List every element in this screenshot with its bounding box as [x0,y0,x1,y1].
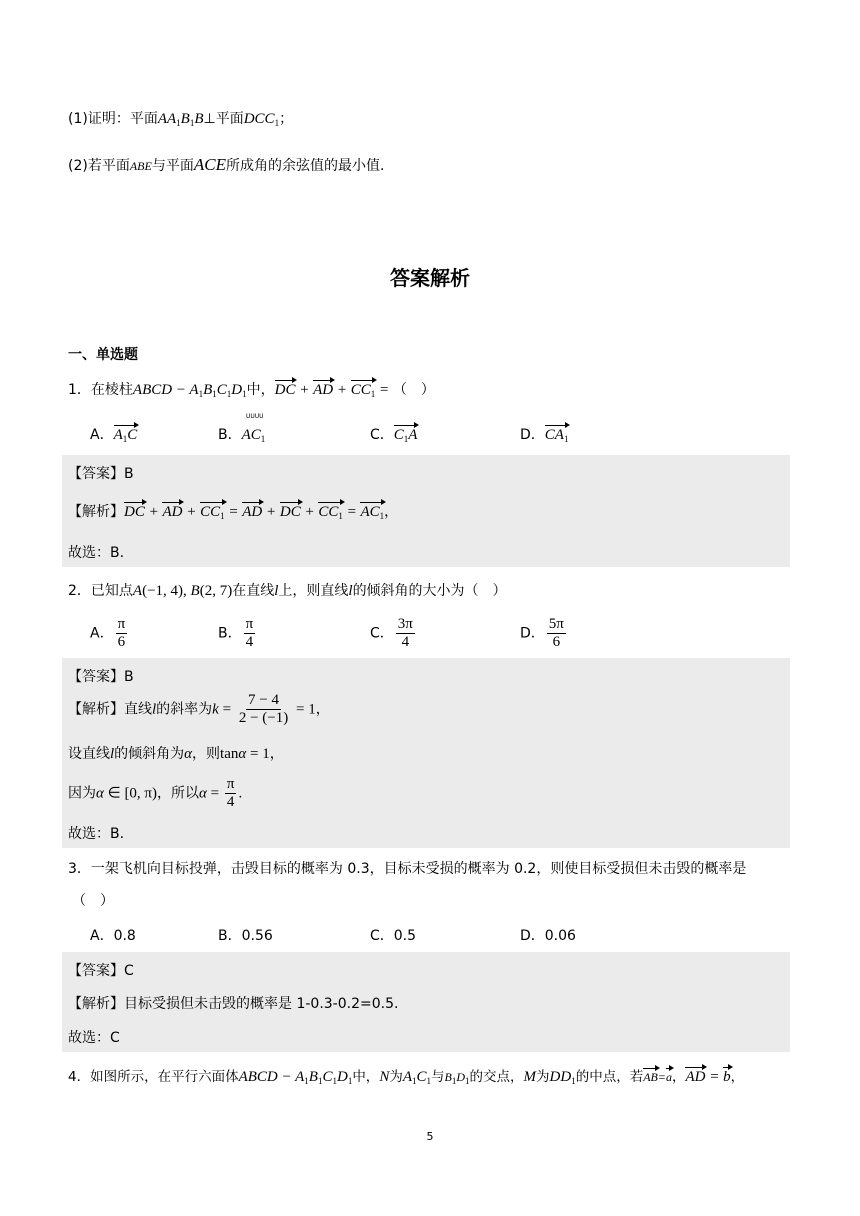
p3-option-a: A．0.8 [90,928,136,944]
p2-an2-d: ， [269,746,284,762]
p2-option-b-label: B． [218,625,242,642]
p2-option-a: A． $\frac{\pi}{6}$ [90,616,126,650]
p4-stem-f: 为 [536,1069,550,1085]
p2-an1-c: ， [315,701,330,718]
intro-q2-mid: 与平面 [151,158,194,174]
p2-an2-b: 的倾斜角为 [114,746,185,762]
formula-prism: ABCD − $A_1B_1C_1D_1$ [132,382,247,399]
p3-answer: 【答案】C [68,963,134,979]
p2-option-c: C． $\frac{3\pi}{4}$ [370,616,413,650]
intro-q2-prefix: (2)若平面 [68,158,130,174]
p4-stem-i: ， [730,1069,745,1085]
p4-stem-h: ， [671,1069,686,1085]
p1-stem-a: 1．在棱柱 [68,382,133,398]
p4-stem-d: 与 [431,1069,445,1085]
p4-stem-a: 4．如图所示，在平行六面体 [68,1069,239,1085]
formula-plane-abe: ABE [129,159,152,173]
p2-stem: 2．已知点A(−1, 4), B(2, 7)在直线l上，则直线l的倾斜角的大小为（ ） [68,583,507,599]
p2-stem-b: 在直线 [232,583,275,599]
p2-analysis-line3: 因为α ∈ [0, π)，所以α = $\frac{\pi}{4}$ . [68,776,243,810]
p2-stem-d: 的倾斜角的大小为（ ） [352,583,507,599]
formula-p1-analysis: DC + AD + $CC_1$ = AD + DC + $CC_1 = AC_1$ [124,504,384,520]
p1-option-b-artifact: UUUU [246,413,264,420]
p1-option-a [90,424,137,444]
p2-conclusion: 故选：B. [68,826,125,842]
p3-analysis: 【解析】目标受损但未击毁的概率是 1-0.3-0.2=0.5. [68,996,399,1012]
p4-stem-b: 中， [352,1069,380,1085]
p2-option-b: B． $\frac{\pi}{4}$ [218,616,254,650]
formula-plane-aa1b1b: $AA_1B_1B$ [157,111,204,128]
p4-stem: 4．如图所示，在平行六面体ABCD − $A_1B_1C_1D_1$中，N为$A_1C_1$与$B_1D_1$的交点，M为$DD_1$的中点，若AB=a，AD = b， [68,1065,744,1086]
p2-option-a-label: A． [90,625,114,642]
p2-an2-c: ，则 [192,746,221,762]
p2-answer: 【答案】B [68,669,134,685]
p2-an3-b: ，所以 [157,785,200,802]
p2-analysis-line1: 【解析】直线l的斜率为k = $\frac{7 - 4}{2 - (-1)}$ = 1， [68,692,330,726]
p1-option-a-label: A． [90,427,114,443]
intro-q1 [68,108,293,128]
p2-option-c-label: C． [370,625,394,642]
intro-q2-end: 所成角的余弦值的最小值. [225,158,385,174]
p3-stem-line1: 3．一架飞机向目标投弹，击毁目标的概率为 0.3，目标未受损的概率为 0.2，则使目标受损但未击毁的概率是 [68,861,747,877]
p2-an1-b: 的斜率为 [156,701,213,718]
formula-line-l: l [274,583,279,599]
p3-option-c: C．0.5 [370,928,417,944]
p2-an3-a: 因为 [68,785,96,802]
p1-stem [68,379,435,399]
p2-stem-c: 上，则直线 [278,583,349,599]
p1-analysis [68,501,398,521]
page-number: 5 [426,1130,434,1143]
intro-q1-mid: ⊥平面 [203,111,244,127]
p3-stem-line2: （ ） [72,893,114,909]
formula-ac1: $AC_1$ [241,427,266,444]
p2-analysis-line2: 设直线l的倾斜角为α，则tanα = 1， [68,746,284,762]
formula-a1c: $A_1C$ [114,424,138,444]
formula-points: A [132,583,143,599]
p3-conclusion: 故选：C [68,1030,120,1046]
formula-line-l-2: l [348,583,353,599]
p1-answer: 【答案】B [68,466,134,482]
answer-title: 答案解析 [390,266,470,290]
section-header: 一、单选题 [68,347,138,363]
p1-analysis-label: 【解析】 [68,504,124,520]
p1-stem-b: 中， [246,382,275,398]
formula-c1a: $C_1A$ [394,424,418,444]
p2-option-d-label: D． [520,625,545,642]
intro-q2 [68,155,384,175]
p1-option-c-label: C． [370,427,394,443]
p1-conclusion: 故选：B. [68,545,125,561]
p1-option-d [520,424,568,444]
p2-stem-a: 2．已知点 [68,583,133,599]
formula-ca1: $CA_1$ [545,424,569,444]
p4-stem-c: 为 [389,1069,403,1085]
formula-plane-ace: ACE [193,155,226,174]
p1-analysis-end: ， [384,504,399,520]
p2-an1-a: 【解析】直线 [68,701,152,718]
formula-vector-sum: DC + AD + $CC_1$ = [275,382,393,398]
p4-stem-e: 的交点， [469,1069,524,1085]
p1-option-d-label: D． [520,427,545,443]
p3-option-d: D．0.06 [520,928,576,944]
p3-option-b: B．0.56 [218,928,273,944]
p1-stem-c: （ ） [392,382,435,398]
p2-an2-a: 设直线 [68,746,110,762]
p2-option-d: D． $\frac{5\pi}{6}$ [520,616,564,650]
p1-option-b-label: B． [218,427,242,443]
intro-q1-end: ； [279,111,294,127]
p4-stem-g: 的中点，若 [575,1069,644,1085]
intro-q1-prefix: (1)证明：平面 [68,111,158,127]
p1-option-c [370,424,417,444]
p1-option-b [218,424,265,444]
formula-plane-dcc1: $DCC_1$ [243,111,280,128]
